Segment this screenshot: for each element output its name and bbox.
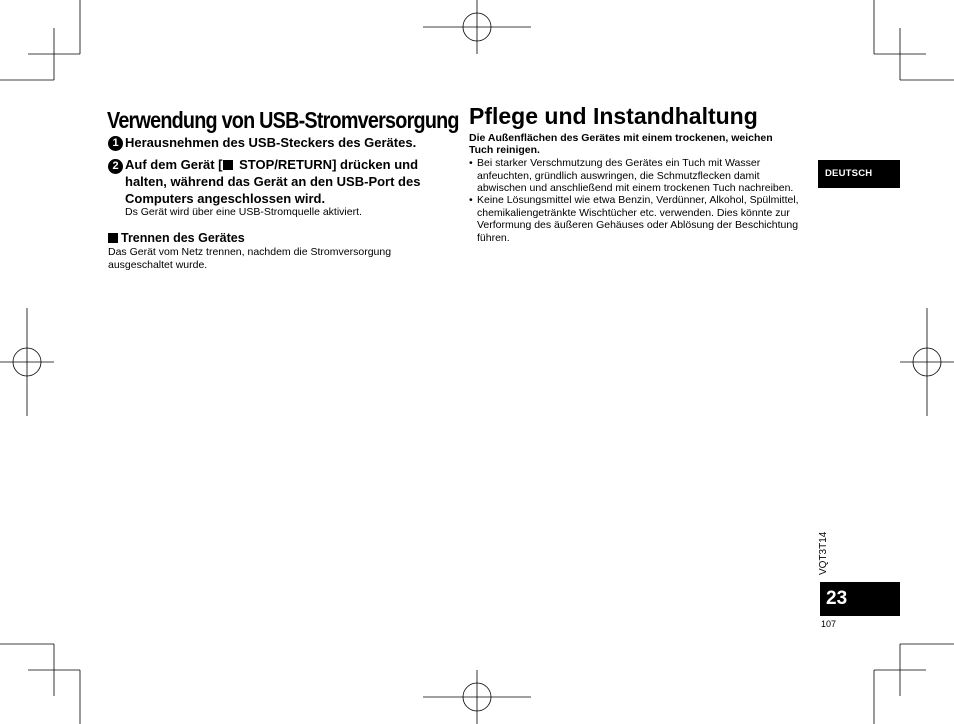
step-2-note: Ds Gerät wird über eine USB-Stromquelle aktiviert. bbox=[125, 206, 362, 218]
care-bullet-2-line-2: chemikaliengetränkte Wischtücher etc. verwenden. Dies könnte zur bbox=[477, 206, 790, 219]
bullet-dot-1: • bbox=[469, 157, 473, 169]
step-2-badge: 2 bbox=[108, 159, 123, 174]
step-2-line-1 bbox=[125, 156, 418, 173]
language-tab: DEUTSCH bbox=[818, 160, 900, 188]
disconnect-heading bbox=[108, 231, 245, 246]
care-bullet-1-line-1: Bei starker Verschmutzung des Gerätes ein Tuch mit Wasser bbox=[477, 157, 761, 169]
care-bullet-2-line-4: führen. bbox=[477, 231, 510, 244]
page-number-tab: 23 bbox=[820, 582, 900, 616]
care-intro-line-1: Die Außenflächen des Gerätes mit einem trockenen, weichen bbox=[469, 132, 773, 144]
care-intro-line-2: Tuch reinigen. bbox=[469, 144, 540, 156]
bullet-dot-2: • bbox=[469, 194, 473, 206]
disconnect-line-2: ausgeschaltet wurde. bbox=[108, 259, 208, 271]
care-bullet-1-line-2: anfeuchten, gründlich auswringen, die Schmutzflecken damit bbox=[477, 169, 760, 182]
section-title-usb-power: Verwendung von USB-Stromversorgung bbox=[107, 107, 459, 133]
document-code: VQT3T14 bbox=[818, 531, 829, 575]
care-bullet-2-line-1: Keine Lösungsmittel wie etwa Benzin, Verdünner, Alkohol, Spülmittel, bbox=[477, 194, 799, 206]
care-bullet-2-line-3: Verformung des äußeren Gehäuses oder Ablösung der Beschichtung bbox=[477, 219, 799, 231]
care-bullet-1-line-3: abwischen und anschließend mit einem trockenen Tuch nachreiben. bbox=[477, 182, 794, 194]
step-1-badge: 1 bbox=[108, 136, 123, 151]
step-2-line-2: halten, während das Gerät an den USB-Port des bbox=[125, 174, 421, 189]
section-title-care: Pflege und Instandhaltung bbox=[469, 103, 758, 129]
step-2-line-1-start: Auf dem Gerät [ bbox=[125, 157, 223, 172]
step-2-line-3: Computers angeschlossen wird. bbox=[125, 191, 326, 206]
disconnect-line-1: Das Gerät vom Netz trennen, nachdem die Stromversorgung bbox=[108, 246, 392, 258]
disconnect-heading-text: Trennen des Gerätes bbox=[121, 231, 245, 245]
square-bullet-icon bbox=[108, 233, 118, 243]
step-1-text: Herausnehmen des USB-Steckers des Gerätes. bbox=[125, 135, 417, 150]
sheet-number: 107 bbox=[821, 619, 837, 629]
step-2-line-1-end: STOP/RETURN] drücken und bbox=[235, 157, 419, 172]
stop-square-icon bbox=[223, 160, 233, 170]
